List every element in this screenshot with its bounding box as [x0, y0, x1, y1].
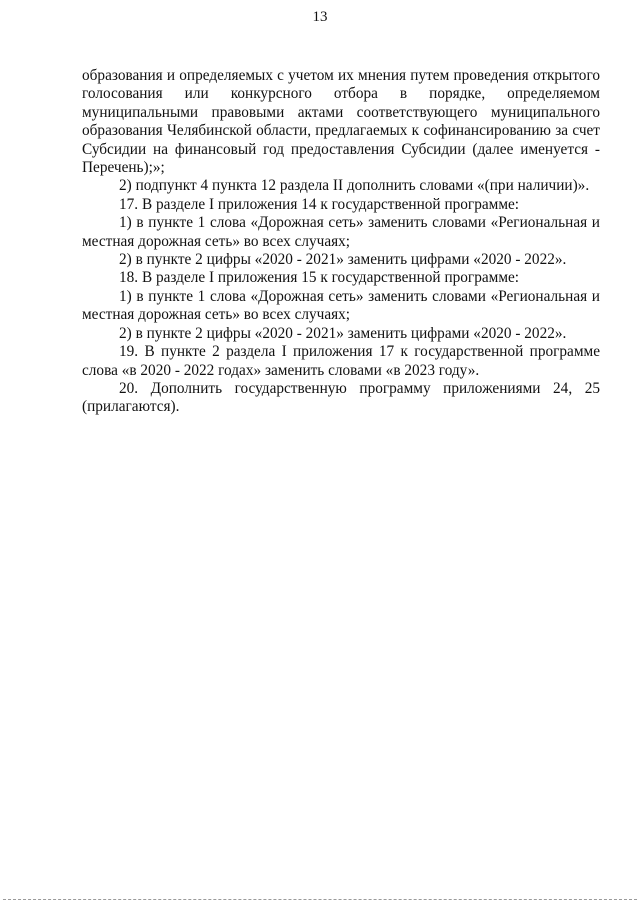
paragraph-item-17-subitem-2: 2) в пункте 2 цифры «2020 - 2021» заменить цифрами «2020 - 2022». — [119, 251, 567, 269]
paragraph-subitem-2: 2) подпункт 4 пункта 12 раздела II дополнить словами «(при наличии)». — [119, 177, 590, 195]
paragraph-continuation: образования и определяемых с учетом их мнения путем проведения открытого голосования или конкурсного отбора в порядке, определяемом муниципальными правовыми актами соответствующего муниципального образования Челябинской области, предлагаемых к софинансированию за счет Субсидии на финансовый год предоставления Субсидии (далее именуется - Перечень);»; — [82, 67, 600, 177]
paragraph-item-19: 19. В пункте 2 раздела I приложения 17 к государственной программе слова «в 2020 - 2022 годах» заменить словами «в 2023 году». — [82, 343, 600, 379]
paragraph-item-18-subitem-1: 1) в пункте 1 слова «Дорожная сеть» заменить словами «Региональная и местная дорожная сеть» во всех случаях; — [82, 287, 600, 324]
scan-edge-divider — [3, 899, 637, 900]
paragraph-item-17-subitem-1: 1) в пункте 1 слова «Дорожная сеть» заменить словами «Региональная и местная дорожная сеть» во всех случаях; — [82, 214, 600, 250]
paragraph-item-17: 17. В разделе I приложения 14 к государственной программе: — [119, 195, 520, 213]
document-body — [82, 67, 600, 417]
paragraph-item-18-subitem-2: 2) в пункте 2 цифры «2020 - 2021» заменить цифрами «2020 - 2022». — [119, 324, 567, 342]
paragraph-item-20: 20. Дополнить государственную программу приложениями 24, 25 (прилагаются). — [82, 379, 600, 416]
paragraph-item-18: 18. В разделе I приложения 15 к государственной программе: — [119, 269, 520, 287]
page-number: 13 — [312, 9, 328, 25]
